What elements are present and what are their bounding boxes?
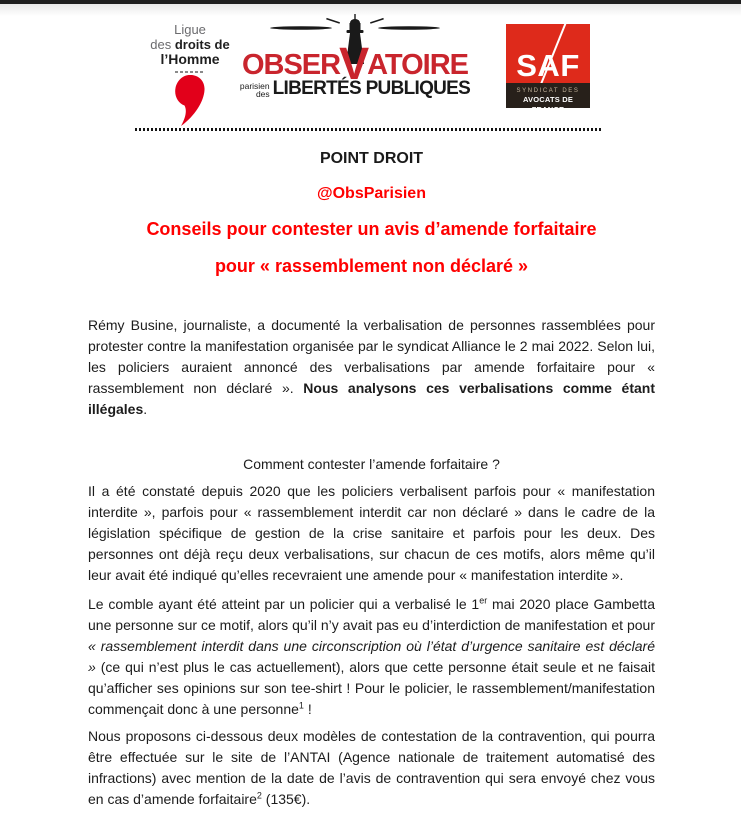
ldh-line2 [136,37,244,52]
saf-band-line1: SYNDICAT DES [516,88,580,94]
obs-sub-main: LIBERTÉS PUBLIQUES [272,78,471,99]
paragraph-intro: Rémy Busine, journaliste, a documenté la verbalisation de personnes rassemblées pour protester contre la manifestation organisée par le syndicat Alliance le 2 mai 2022. Selon lui, les policiers auraient annoncé des verbalisations par amende forfaitaire pour « rassemblement non déclaré ». Nous analysons ces verbalisations comme étant illégales. [88,317,656,417]
saf-band [506,83,590,114]
ldh-logo [136,22,244,127]
ldh-line1: Ligue [174,22,206,37]
saf-acronym: SAF [516,48,580,83]
paragraph-modeles: Nous proposons ci-dessous deux modèles de contestation de la contravention, qui pourra être effectuée sur le site de l’ANTAI (Agence nationale de traitement automatisé des infractions) avec mention de la date de l’avis de contravention qui sera envoyé chez vous en cas d’amende forfaitaire$^2$ (135€). [88,728,655,807]
obs-word-post: ATOIRE [367,49,469,81]
twitter-handle: @ObsParisien [317,185,426,202]
saf-square [506,24,590,83]
obs-word-pre: OBSER [241,49,341,81]
ldh-line3: l’Homme [160,51,220,67]
ldh-comma-icon [175,75,205,127]
section-heading: Comment contester l’amende forfaitaire ? [243,456,500,472]
obs-sub-small1: parisien [239,81,270,91]
saf-logo [506,24,590,114]
doc-title-line2: pour « rassemblement non déclaré » [214,256,529,276]
kicker-title: POINT DROIT [319,150,424,167]
ldh-line2-bold: droits de [174,37,230,52]
observatoire-parisien-des [240,83,270,100]
observatoire-logo [240,14,470,100]
logo-header [0,0,741,126]
saf-band-line2: AVOCATS DE FRANCE [522,95,574,114]
paragraph-constat: Il a été constaté depuis 2020 que les policiers verbalisent parfois pour « manifestation interdite », parfois pour « rassemblement interdit car non déclaré » dans le cadre de la législation spécifique de gestion de la crise sanitaire et parfois pour les deux. Des personnes ont déjà reçu deux verbalisations, sur chacun de ces motifs, alors même qu’il leur avait été indiqué qu’elles recevraient une amende pour « manifestation interdite ». [88,483,655,583]
ldh-fine-print [175,71,205,73]
paragraph-comble: Le comble ayant été atteint par un policier qui a verbalisé le 1er mai 2020 place Gambetta une personne sur ce motif, alors qu’il n’y avait pas eu d’interdiction de manifestation et pour « rassemblement interdit dans une circonscription où l’état d’urgence sanitaire est déclaré » (ce qui n’est plus le cas actuellement), alors que cette personne était seule et ne faisait qu’afficher ses opinions sur son tee-shirt ! Pour le policier, le rassemblement/manifestation commençait donc à une personne$^1$ ! [88,595,655,717]
obs-word-v: V [339,38,369,89]
obs-sub-small2: des [255,88,270,99]
document-body [0,131,741,810]
ldh-line2-light: des [150,37,175,52]
doc-title-line1: Conseils pour contester un avis d’amende forfaitaire [146,219,597,239]
